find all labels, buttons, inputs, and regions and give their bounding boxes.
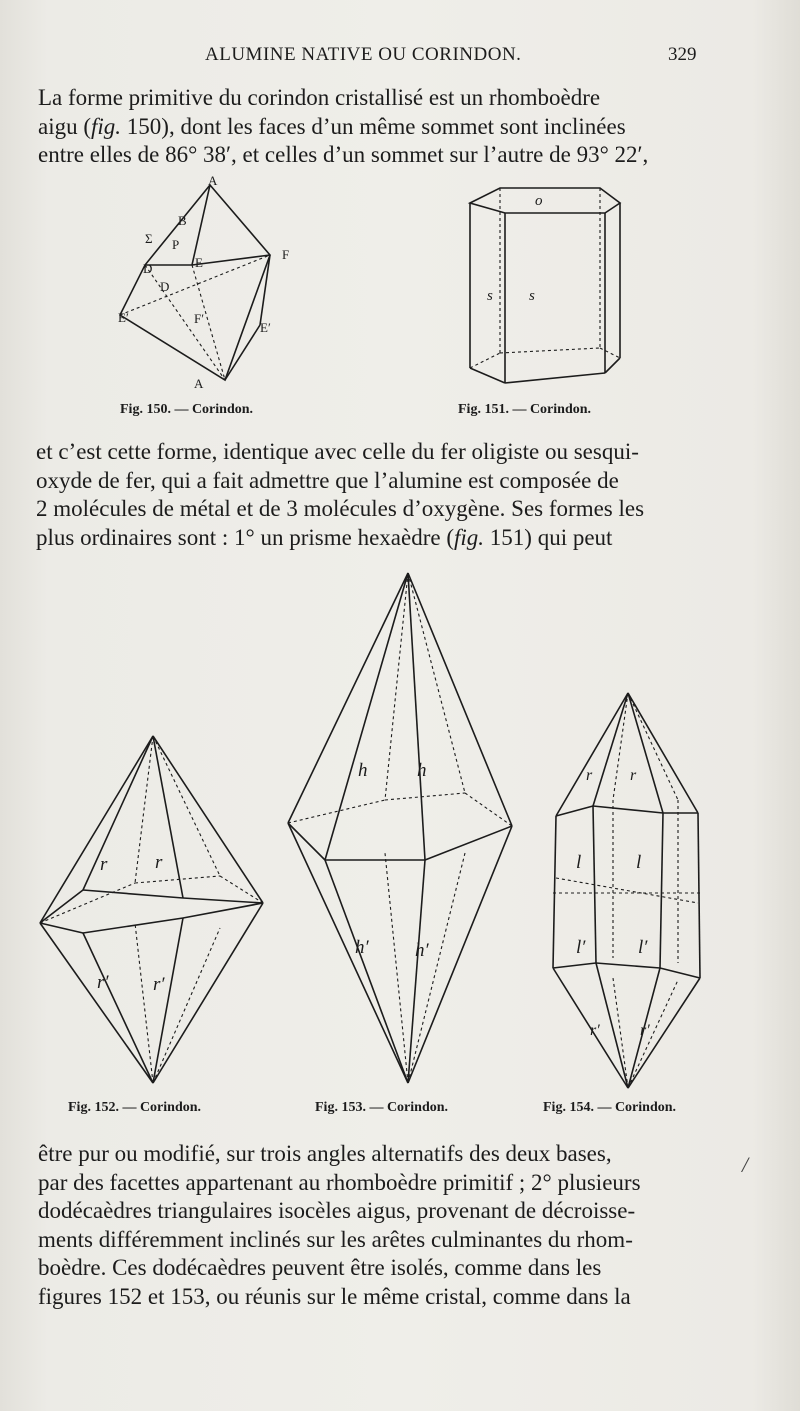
fig150-label: B bbox=[178, 213, 187, 228]
paragraph-3 bbox=[38, 1140, 704, 1311]
fig150-label: Σ bbox=[145, 231, 153, 246]
figure-151-drawing bbox=[455, 178, 625, 398]
figure-151 bbox=[455, 178, 625, 398]
paragraph-1-line: entre elles de 86° 38′, et celles d’un sommet sur l’autre de 93° 22′, bbox=[38, 142, 649, 167]
fig154-label: r′ bbox=[590, 1022, 600, 1039]
fig150-label: E bbox=[195, 255, 203, 270]
paragraph-2-line: oxyde de fer, qui a fait admettre que l’alumine est composée de bbox=[36, 467, 619, 493]
fig152-label: r bbox=[155, 852, 163, 873]
page-number: 329 bbox=[668, 44, 697, 65]
fig151-label: s bbox=[487, 288, 493, 304]
fig151-label: o bbox=[535, 193, 543, 209]
fig150-label: P bbox=[172, 237, 180, 252]
figure-152 bbox=[35, 728, 270, 1093]
fig150-label: D bbox=[143, 261, 153, 276]
fig154-label: l′ bbox=[576, 937, 586, 958]
paragraph-3-line: figures 152 et 153, ou réunis sur le même cristal, comme dans la bbox=[38, 1283, 631, 1309]
fig154-label: r bbox=[586, 767, 593, 784]
fig153-label: h′ bbox=[415, 940, 429, 961]
fig153-label: h bbox=[417, 760, 427, 781]
paragraph-3-line: dodécaèdres triangulaires isocèles aigus, provenant de décroisse- bbox=[38, 1198, 636, 1223]
figure-153-drawing bbox=[280, 568, 520, 1093]
margin-pencil-mark: / bbox=[742, 1152, 749, 1177]
fig153-label: h bbox=[358, 760, 368, 781]
figure-150-drawing bbox=[110, 175, 300, 395]
figure-154-drawing bbox=[548, 688, 708, 1093]
paragraph-1 bbox=[38, 84, 702, 170]
fig154-label: l bbox=[576, 852, 582, 873]
figure-150-caption: Fig. 150. — Corindon. bbox=[120, 402, 254, 417]
figure-154-caption: Fig. 154. — Corindon. bbox=[543, 1100, 677, 1115]
figure-154 bbox=[548, 688, 708, 1093]
fig150-label: E′ bbox=[118, 310, 129, 325]
fig152-label: r bbox=[100, 854, 108, 875]
paragraph-3-line: être pur ou modifié, sur trois angles alternatifs des deux bases, bbox=[38, 1141, 612, 1166]
paragraph-3-line: par des facettes appartenant au rhomboèdre primitif ; 2° plusieurs bbox=[38, 1169, 641, 1195]
figure-153-caption: Fig. 153. — Corindon. bbox=[315, 1100, 449, 1115]
paragraph-1-line: La forme primitive du corindon cristallisé est un rhomboèdre bbox=[38, 85, 601, 110]
fig152-label: r′ bbox=[97, 972, 109, 993]
fig150-label: A bbox=[194, 376, 204, 391]
fig153-label: h′ bbox=[355, 937, 369, 958]
fig154-label: l bbox=[636, 852, 642, 873]
fig152-label: r′ bbox=[153, 974, 165, 995]
fig154-label: r′ bbox=[640, 1022, 650, 1039]
figure-151-caption: Fig. 151. — Corindon. bbox=[458, 402, 592, 417]
fig150-label: F bbox=[282, 247, 290, 262]
fig150-label: D bbox=[160, 279, 170, 294]
fig151-label: s bbox=[529, 288, 535, 304]
paragraph-3-line: boèdre. Ces dodécaèdres peuvent être isolés, comme dans les bbox=[38, 1255, 602, 1280]
paragraph-2-line: et c’est cette forme, identique avec celle du fer oligiste ou sesqui- bbox=[36, 439, 639, 464]
paragraph-1-line: aigu (fig. 150), dont les faces d’un même sommet sont inclinées bbox=[38, 113, 626, 139]
paragraph-2-line: 2 molécules de métal et de 3 molécules d’oxygène. Ses formes les bbox=[36, 496, 645, 521]
paragraph-2 bbox=[36, 438, 704, 552]
fig150-label: E′ bbox=[260, 320, 271, 335]
figure-150 bbox=[110, 175, 300, 395]
figure-153 bbox=[280, 568, 520, 1093]
figure-152-caption: Fig. 152. — Corindon. bbox=[68, 1100, 202, 1115]
fig154-label: r bbox=[630, 767, 637, 784]
running-head bbox=[0, 44, 800, 68]
fig150-label: A bbox=[208, 173, 218, 188]
paragraph-2-line: plus ordinaires sont : 1° un prisme hexaèdre (fig. 151) qui peut bbox=[36, 524, 613, 550]
fig150-label: F′ bbox=[194, 311, 205, 326]
fig154-label: l′ bbox=[638, 937, 648, 958]
paragraph-3-line: ments différemment inclinés sur les arêtes culminantes du rhom- bbox=[38, 1226, 633, 1252]
running-title: ALUMINE NATIVE OU CORINDON. bbox=[205, 44, 522, 65]
figure-152-drawing bbox=[35, 728, 270, 1093]
